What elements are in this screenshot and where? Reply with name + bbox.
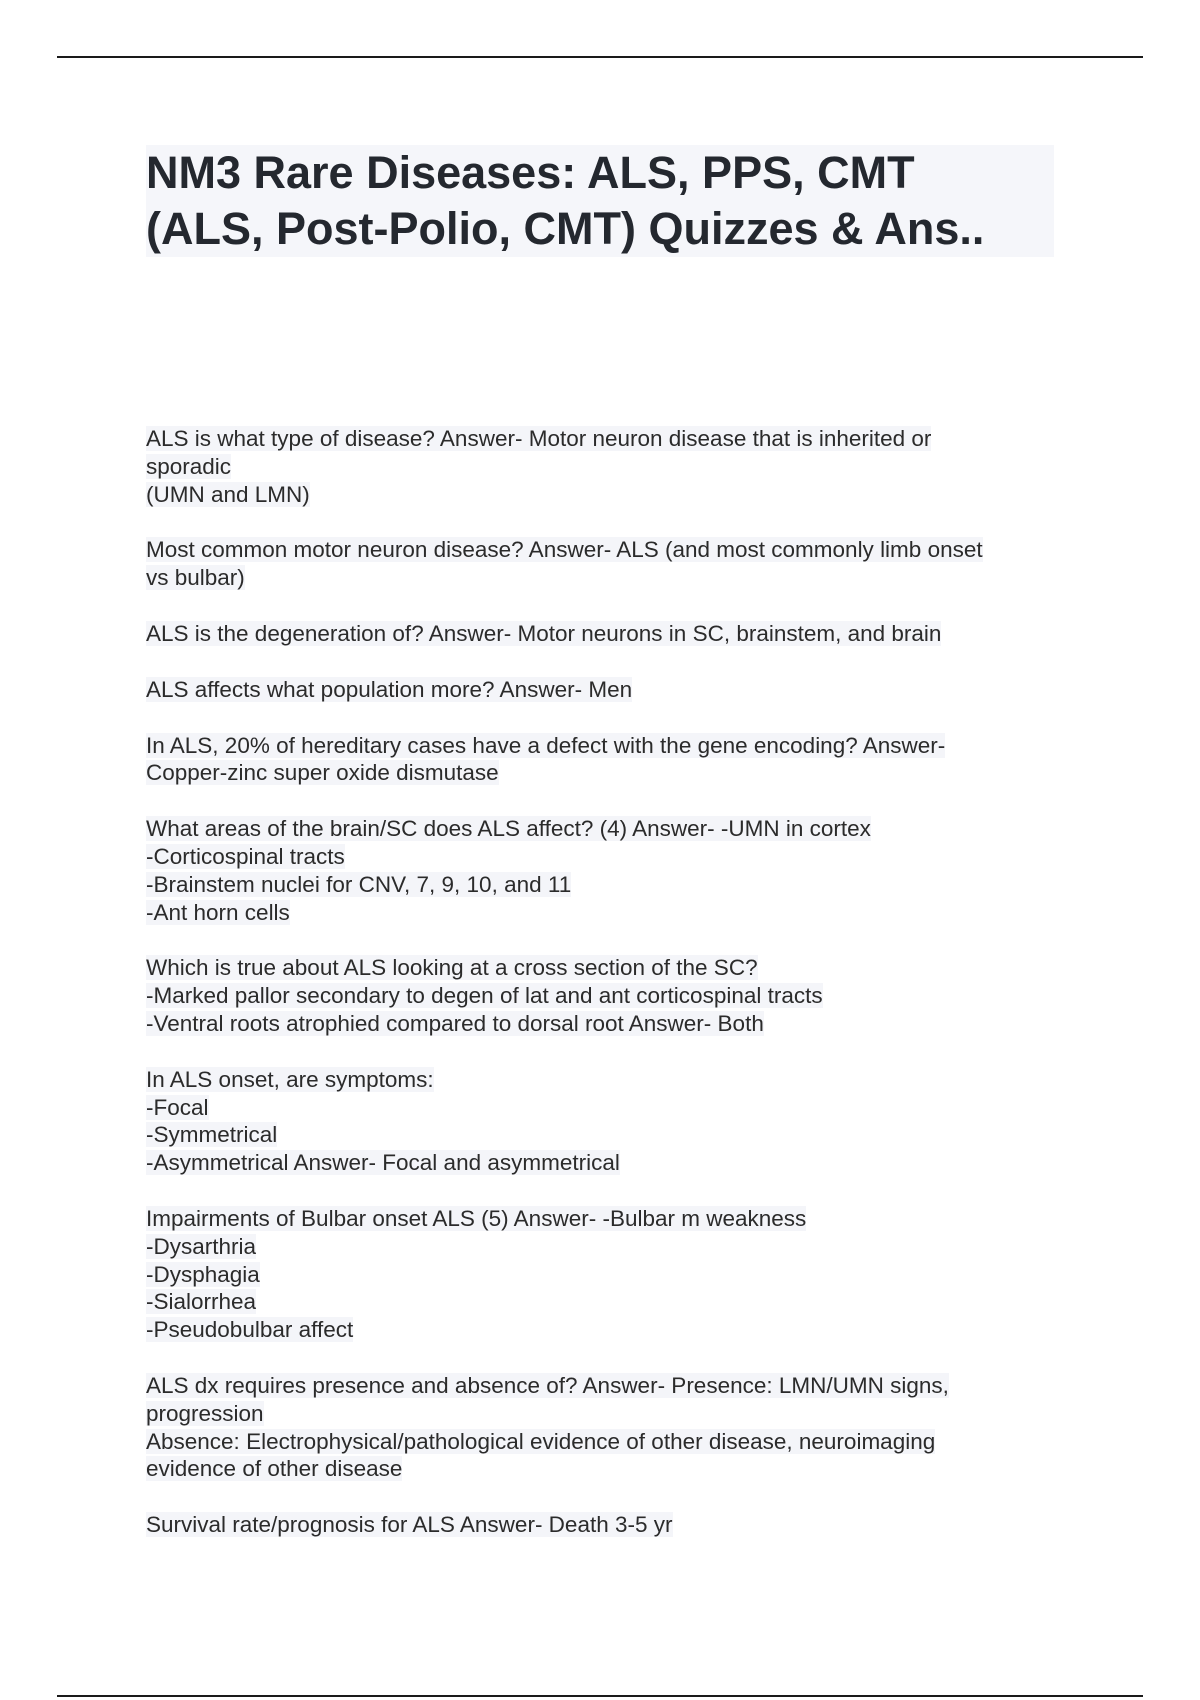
title-line-1: NM3 Rare Diseases: ALS, PPS, CMT (146, 147, 915, 198)
qa-line: -Brainstem nuclei for CNV, 7, 9, 10, and 11 (146, 871, 572, 897)
qa-line: -Symmetrical (146, 1122, 278, 1148)
qa-line: -Asymmetrical Answer- Focal and asymmetrical (146, 1150, 620, 1176)
qa-item-8 (146, 1066, 1076, 1177)
qa-line: ALS is the degeneration of? Answer- Motor neurons in SC, brainstem, and brain (146, 620, 942, 646)
document-title (146, 145, 1054, 257)
qa-item-3 (146, 620, 1076, 648)
qa-line: evidence of other disease (146, 1456, 403, 1482)
qa-line: -Dysarthria (146, 1233, 257, 1259)
qa-line: -Ventral roots atrophied compared to dorsal root Answer- Both (146, 1010, 764, 1036)
qa-line: Most common motor neuron disease? Answer- ALS (and most commonly limb onset (146, 537, 983, 563)
qa-line: Which is true about ALS looking at a cross section of the SC? (146, 955, 758, 981)
qa-line: -Focal (146, 1094, 209, 1120)
qa-line: What areas of the brain/SC does ALS affect? (4) Answer- -UMN in cortex (146, 816, 871, 842)
qa-list (146, 425, 1076, 1567)
qa-item-1 (146, 425, 1076, 508)
qa-line: In ALS, 20% of hereditary cases have a defect with the gene encoding? Answer- (146, 732, 946, 758)
qa-line: Survival rate/prognosis for ALS Answer- Death 3-5 yr (146, 1512, 673, 1538)
qa-line: Absence: Electrophysical/pathological evidence of other disease, neuroimaging (146, 1428, 936, 1454)
qa-item-7 (146, 954, 1076, 1037)
qa-line: (UMN and LMN) (146, 481, 310, 507)
qa-line: In ALS onset, are symptoms: (146, 1066, 434, 1092)
qa-line: Copper-zinc super oxide dismutase (146, 760, 499, 786)
qa-line: -Dysphagia (146, 1261, 260, 1287)
qa-line: Impairments of Bulbar onset ALS (5) Answer- -Bulbar m weakness (146, 1205, 807, 1231)
qa-item-9 (146, 1205, 1076, 1344)
qa-line: ALS affects what population more? Answer- Men (146, 676, 633, 702)
title-line-2: (ALS, Post-Polio, CMT) Quizzes & Ans.. (146, 203, 985, 254)
qa-line: vs bulbar) (146, 565, 245, 591)
bottom-divider (57, 1695, 1143, 1697)
qa-line: progression (146, 1400, 264, 1426)
qa-item-4 (146, 676, 1076, 704)
qa-item-5 (146, 732, 1076, 788)
qa-item-2 (146, 536, 1076, 592)
qa-line: sporadic (146, 453, 232, 479)
qa-line: -Corticospinal tracts (146, 843, 345, 869)
qa-line: -Ant horn cells (146, 899, 290, 925)
qa-item-11 (146, 1511, 1076, 1539)
qa-line: -Pseudobulbar affect (146, 1317, 354, 1343)
qa-item-10 (146, 1372, 1076, 1483)
qa-item-6 (146, 815, 1076, 926)
qa-line: ALS is what type of disease? Answer- Motor neuron disease that is inherited or (146, 426, 932, 451)
qa-line: -Sialorrhea (146, 1289, 257, 1315)
top-divider (57, 56, 1143, 58)
qa-line: -Marked pallor secondary to degen of lat and ant corticospinal tracts (146, 983, 823, 1009)
qa-line: ALS dx requires presence and absence of? Answer- Presence: LMN/UMN signs, (146, 1372, 949, 1398)
